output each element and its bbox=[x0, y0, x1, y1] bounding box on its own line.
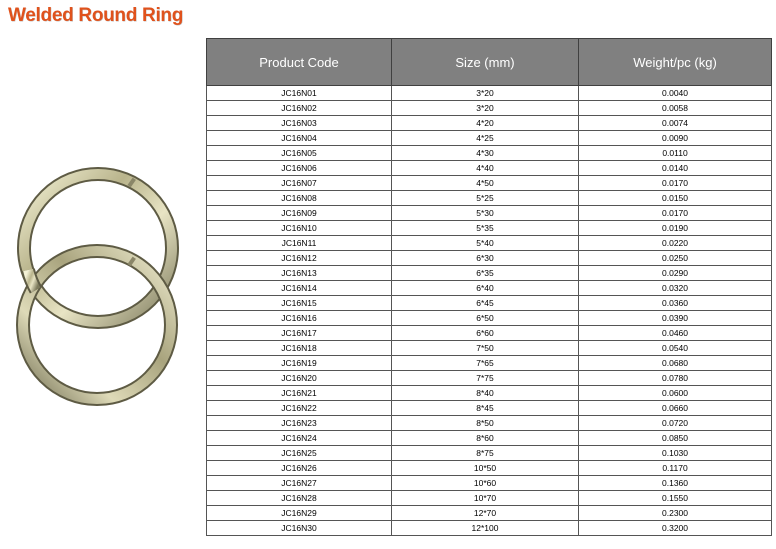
table-row bbox=[207, 371, 772, 386]
table-row bbox=[207, 386, 772, 401]
cell-weight: 0.0190 bbox=[579, 221, 772, 236]
table-row bbox=[207, 116, 772, 131]
table-header-row bbox=[207, 39, 772, 86]
cell-product-code: JC16N11 bbox=[207, 236, 392, 251]
cell-size: 6*35 bbox=[392, 266, 579, 281]
cell-size: 4*20 bbox=[392, 116, 579, 131]
cell-weight: 0.0850 bbox=[579, 431, 772, 446]
table-row bbox=[207, 311, 772, 326]
cell-size: 4*25 bbox=[392, 131, 579, 146]
cell-product-code: JC16N16 bbox=[207, 311, 392, 326]
table-row bbox=[207, 191, 772, 206]
table-row bbox=[207, 146, 772, 161]
table-row bbox=[207, 101, 772, 116]
table-row bbox=[207, 221, 772, 236]
col-header-product-code: Product Code bbox=[207, 39, 392, 86]
cell-product-code: JC16N02 bbox=[207, 101, 392, 116]
cell-size: 6*45 bbox=[392, 296, 579, 311]
cell-product-code: JC16N12 bbox=[207, 251, 392, 266]
cell-size: 7*50 bbox=[392, 341, 579, 356]
cell-product-code: JC16N07 bbox=[207, 176, 392, 191]
table-row bbox=[207, 356, 772, 371]
cell-product-code: JC16N14 bbox=[207, 281, 392, 296]
cell-size: 3*20 bbox=[392, 101, 579, 116]
product-spec-table bbox=[206, 38, 772, 536]
cell-product-code: JC16N06 bbox=[207, 161, 392, 176]
cell-size: 8*40 bbox=[392, 386, 579, 401]
cell-weight: 0.1550 bbox=[579, 491, 772, 506]
table-row bbox=[207, 86, 772, 101]
table-row bbox=[207, 431, 772, 446]
cell-product-code: JC16N26 bbox=[207, 461, 392, 476]
cell-product-code: JC16N03 bbox=[207, 116, 392, 131]
table-row bbox=[207, 251, 772, 266]
cell-product-code: JC16N10 bbox=[207, 221, 392, 236]
table-row bbox=[207, 281, 772, 296]
cell-product-code: JC16N30 bbox=[207, 521, 392, 536]
cell-size: 5*30 bbox=[392, 206, 579, 221]
cell-size: 4*50 bbox=[392, 176, 579, 191]
cell-product-code: JC16N21 bbox=[207, 386, 392, 401]
cell-weight: 0.0460 bbox=[579, 326, 772, 341]
cell-size: 5*25 bbox=[392, 191, 579, 206]
cell-size: 10*70 bbox=[392, 491, 579, 506]
cell-weight: 0.2300 bbox=[579, 506, 772, 521]
cell-weight: 0.0150 bbox=[579, 191, 772, 206]
table-row bbox=[207, 521, 772, 536]
cell-product-code: JC16N13 bbox=[207, 266, 392, 281]
cell-weight: 0.0074 bbox=[579, 116, 772, 131]
cell-product-code: JC16N23 bbox=[207, 416, 392, 431]
cell-size: 4*30 bbox=[392, 146, 579, 161]
cell-weight: 0.0390 bbox=[579, 311, 772, 326]
cell-weight: 0.1030 bbox=[579, 446, 772, 461]
cell-weight: 0.0720 bbox=[579, 416, 772, 431]
page-title: Welded Round Ring bbox=[8, 5, 184, 26]
table-row bbox=[207, 401, 772, 416]
cell-size: 12*100 bbox=[392, 521, 579, 536]
cell-product-code: JC16N04 bbox=[207, 131, 392, 146]
cell-weight: 0.0290 bbox=[579, 266, 772, 281]
cell-product-code: JC16N22 bbox=[207, 401, 392, 416]
table-row bbox=[207, 206, 772, 221]
cell-weight: 0.0140 bbox=[579, 161, 772, 176]
cell-weight: 0.0540 bbox=[579, 341, 772, 356]
table-row bbox=[207, 296, 772, 311]
col-header-weight: Weight/pc (kg) bbox=[579, 39, 772, 86]
cell-product-code: JC16N28 bbox=[207, 491, 392, 506]
cell-weight: 0.0220 bbox=[579, 236, 772, 251]
table-row bbox=[207, 461, 772, 476]
cell-product-code: JC16N05 bbox=[207, 146, 392, 161]
cell-weight: 0.0680 bbox=[579, 356, 772, 371]
cell-weight: 0.1170 bbox=[579, 461, 772, 476]
table-row bbox=[207, 506, 772, 521]
cell-product-code: JC16N15 bbox=[207, 296, 392, 311]
cell-size: 6*40 bbox=[392, 281, 579, 296]
cell-product-code: JC16N27 bbox=[207, 476, 392, 491]
table-row bbox=[207, 476, 772, 491]
cell-weight: 0.0360 bbox=[579, 296, 772, 311]
cell-size: 8*60 bbox=[392, 431, 579, 446]
cell-product-code: JC16N18 bbox=[207, 341, 392, 356]
table-row bbox=[207, 341, 772, 356]
table-row bbox=[207, 416, 772, 431]
cell-size: 10*60 bbox=[392, 476, 579, 491]
cell-product-code: JC16N08 bbox=[207, 191, 392, 206]
col-header-size: Size (mm) bbox=[392, 39, 579, 86]
cell-product-code: JC16N17 bbox=[207, 326, 392, 341]
cell-size: 6*30 bbox=[392, 251, 579, 266]
cell-weight: 0.0058 bbox=[579, 101, 772, 116]
cell-size: 8*75 bbox=[392, 446, 579, 461]
cell-weight: 0.0660 bbox=[579, 401, 772, 416]
cell-size: 6*60 bbox=[392, 326, 579, 341]
cell-size: 8*45 bbox=[392, 401, 579, 416]
cell-weight: 0.3200 bbox=[579, 521, 772, 536]
cell-size: 3*20 bbox=[392, 86, 579, 101]
cell-weight: 0.0170 bbox=[579, 176, 772, 191]
cell-product-code: JC16N19 bbox=[207, 356, 392, 371]
cell-weight: 0.0090 bbox=[579, 131, 772, 146]
cell-size: 5*40 bbox=[392, 236, 579, 251]
cell-size: 7*75 bbox=[392, 371, 579, 386]
cell-weight: 0.0250 bbox=[579, 251, 772, 266]
cell-weight: 0.0040 bbox=[579, 86, 772, 101]
cell-size: 12*70 bbox=[392, 506, 579, 521]
cell-weight: 0.0780 bbox=[579, 371, 772, 386]
cell-size: 6*50 bbox=[392, 311, 579, 326]
cell-weight: 0.0600 bbox=[579, 386, 772, 401]
table-row bbox=[207, 266, 772, 281]
cell-weight: 0.0320 bbox=[579, 281, 772, 296]
cell-product-code: JC16N24 bbox=[207, 431, 392, 446]
cell-product-code: JC16N20 bbox=[207, 371, 392, 386]
cell-weight: 0.1360 bbox=[579, 476, 772, 491]
cell-product-code: JC16N29 bbox=[207, 506, 392, 521]
cell-size: 5*35 bbox=[392, 221, 579, 236]
table-row bbox=[207, 491, 772, 506]
cell-product-code: JC16N25 bbox=[207, 446, 392, 461]
cell-size: 4*40 bbox=[392, 161, 579, 176]
table-row bbox=[207, 176, 772, 191]
table-row bbox=[207, 161, 772, 176]
cell-size: 10*50 bbox=[392, 461, 579, 476]
cell-size: 8*50 bbox=[392, 416, 579, 431]
welded-ring-pair-illustration bbox=[10, 160, 185, 410]
table-row bbox=[207, 236, 772, 251]
table-row bbox=[207, 131, 772, 146]
cell-size: 7*65 bbox=[392, 356, 579, 371]
cell-weight: 0.0170 bbox=[579, 206, 772, 221]
cell-weight: 0.0110 bbox=[579, 146, 772, 161]
cell-product-code: JC16N09 bbox=[207, 206, 392, 221]
cell-product-code: JC16N01 bbox=[207, 86, 392, 101]
table-row bbox=[207, 326, 772, 341]
table-row bbox=[207, 446, 772, 461]
